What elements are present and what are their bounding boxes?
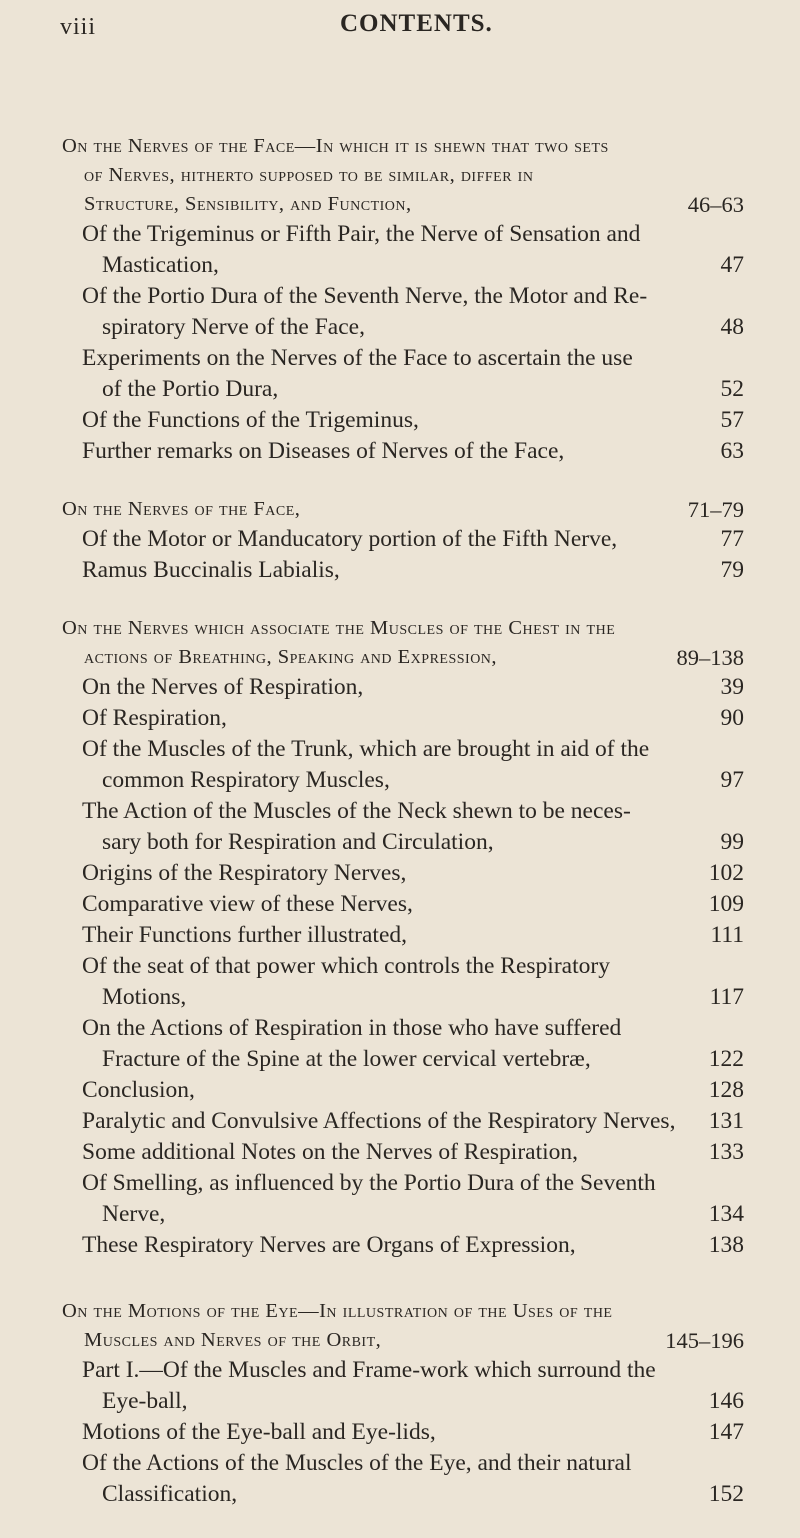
section-heading bbox=[62, 614, 744, 672]
toc-entry-page: 99 bbox=[720, 829, 744, 855]
toc-entry-page: 57 bbox=[720, 407, 744, 433]
toc-entry-text: These Respiratory Nerves are Organs of Expression, bbox=[82, 1232, 576, 1258]
toc-entry-page: 102 bbox=[708, 860, 744, 886]
toc-section bbox=[62, 614, 744, 1261]
page-header bbox=[0, 0, 800, 60]
section-heading-line: Muscles and Nerves of the Orbit, bbox=[84, 1329, 382, 1351]
toc-entry-text: Motions of the Eye-ball and Eye-lids, bbox=[82, 1419, 436, 1445]
toc-entry-text: Their Functions further illustrated, bbox=[82, 922, 408, 948]
toc-entry-page: 133 bbox=[708, 1139, 744, 1165]
toc-entry-text: Of the Trigeminus or Fifth Pair, the Nerve of Sensation and bbox=[82, 221, 641, 247]
toc-entry-text: Eye-ball, bbox=[102, 1388, 188, 1414]
toc-entry-text: Fracture of the Spine at the lower cervical vertebræ, bbox=[102, 1046, 591, 1072]
toc-entry-text: of the Portio Dura, bbox=[102, 376, 279, 402]
toc-entry bbox=[62, 1355, 744, 1417]
toc-entry-text: Of the Motor or Manducatory portion of the Fifth Nerve, bbox=[82, 526, 618, 552]
toc-entry-page: 128 bbox=[708, 1077, 744, 1103]
toc-entry bbox=[62, 1013, 744, 1075]
toc-entry bbox=[62, 1075, 744, 1106]
toc-section bbox=[62, 495, 744, 586]
toc-entry bbox=[62, 920, 744, 951]
toc-entry-text: On the Nerves of Respiration, bbox=[82, 674, 364, 700]
toc-entry-page: 134 bbox=[708, 1201, 744, 1227]
toc-entry-text: Experiments on the Nerves of the Face to ascertain the use bbox=[82, 345, 633, 371]
toc-entry-text: Conclusion, bbox=[82, 1077, 195, 1103]
toc-entry bbox=[62, 672, 744, 703]
section-heading-line: On the Nerves of the Face—In which it is shewn that two sets bbox=[62, 135, 609, 157]
toc-entry-text: Of the seat of that power which controls the Respiratory bbox=[82, 953, 610, 979]
toc-entry-text: Paralytic and Convulsive Affections of the Respiratory Nerves, bbox=[82, 1108, 676, 1134]
toc-entry bbox=[62, 555, 744, 586]
toc-entry-text: Motions, bbox=[102, 984, 187, 1010]
section-heading-line: Structure, Sensibility, and Function, bbox=[84, 193, 412, 215]
toc-section bbox=[62, 132, 744, 467]
section-page-range: 71–79 bbox=[687, 497, 744, 522]
section-heading-line: On the Nerves which associate the Muscles of the Chest in the bbox=[62, 617, 616, 639]
section-heading-line: actions of Breathing, Speaking and Expression, bbox=[84, 646, 498, 668]
toc-entry-text: Ramus Buccinalis Labialis, bbox=[82, 557, 340, 583]
toc-entry-text: common Respiratory Muscles, bbox=[102, 767, 390, 793]
toc-entry-text: Further remarks on Diseases of Nerves of the Face, bbox=[82, 438, 565, 464]
toc-entry-text: Comparative view of these Nerves, bbox=[82, 891, 413, 917]
toc-entry bbox=[62, 858, 744, 889]
toc-entry-text: Some additional Notes on the Nerves of Respiration, bbox=[82, 1139, 579, 1165]
toc-entry-text: sary both for Respiration and Circulation, bbox=[102, 829, 494, 855]
toc-entry-page: 122 bbox=[708, 1046, 744, 1072]
section-heading-line: On the Motions of the Eye—In illustration of the Uses of the bbox=[62, 1300, 613, 1322]
toc-entry-text: The Action of the Muscles of the Neck shewn to be neces- bbox=[82, 798, 631, 824]
section-page-range: 89–138 bbox=[676, 645, 744, 670]
toc-entry-page: 109 bbox=[708, 891, 744, 917]
toc-entry bbox=[62, 219, 744, 281]
toc-entry-text: Part I.—Of the Muscles and Frame-work which surround the bbox=[82, 1357, 656, 1383]
toc-entry bbox=[62, 1417, 744, 1448]
toc-entry bbox=[62, 1137, 744, 1168]
section-heading-line: On the Nerves of the Face, bbox=[62, 498, 301, 520]
section-heading-line: of Nerves, hitherto supposed to be similar, differ in bbox=[84, 164, 534, 186]
toc-entry-page: 152 bbox=[708, 1481, 744, 1507]
toc-entry-page: 97 bbox=[720, 767, 744, 793]
section-page-range: 145–196 bbox=[665, 1328, 744, 1353]
toc-entry-page: 147 bbox=[708, 1419, 744, 1445]
toc-entry-page: 117 bbox=[709, 984, 744, 1010]
section-heading bbox=[62, 132, 744, 219]
section-heading bbox=[62, 1297, 744, 1355]
toc-entry-page: 63 bbox=[720, 438, 744, 464]
toc-entry-text: Of the Functions of the Trigeminus, bbox=[82, 407, 419, 433]
toc-entry-text: Nerve, bbox=[102, 1201, 166, 1227]
toc-entry-text: Of Respiration, bbox=[82, 705, 227, 731]
section-page-range: 46–63 bbox=[687, 192, 744, 217]
toc-entry-page: 39 bbox=[720, 674, 744, 700]
toc-entry-text: Mastication, bbox=[102, 252, 219, 278]
table-of-contents bbox=[62, 132, 744, 1538]
toc-entry-text: spiratory Nerve of the Face, bbox=[102, 314, 365, 340]
toc-entry-page: 146 bbox=[708, 1388, 744, 1414]
toc-entry bbox=[62, 281, 744, 343]
toc-entry-page: 90 bbox=[720, 705, 744, 731]
toc-entry bbox=[62, 1230, 744, 1261]
toc-entry bbox=[62, 1448, 744, 1510]
toc-entry-page: 48 bbox=[720, 314, 744, 340]
toc-entry-page: 47 bbox=[720, 252, 744, 278]
running-title: CONTENTS. bbox=[340, 10, 493, 37]
section-heading bbox=[62, 495, 744, 524]
page-number: viii bbox=[60, 14, 97, 40]
toc-entry bbox=[62, 343, 744, 405]
toc-entry bbox=[62, 951, 744, 1013]
toc-entry bbox=[62, 796, 744, 858]
toc-entry bbox=[62, 1168, 744, 1230]
toc-entry-page: 79 bbox=[720, 557, 744, 583]
toc-entry-page: 77 bbox=[720, 526, 744, 552]
toc-entry-text: Of the Actions of the Muscles of the Eye, and their natural bbox=[82, 1450, 632, 1476]
toc-entry-page: 131 bbox=[708, 1108, 744, 1134]
toc-entry-text: Of Smelling, as influenced by the Portio Dura of the Seventh bbox=[82, 1170, 656, 1196]
toc-entry-text: Of the Muscles of the Trunk, which are brought in aid of the bbox=[82, 736, 650, 762]
toc-entry-page: 111 bbox=[710, 922, 744, 948]
toc-entry-text: On the Actions of Respiration in those who have suffered bbox=[82, 1015, 622, 1041]
toc-entry-text: Of the Portio Dura of the Seventh Nerve, the Motor and Re- bbox=[82, 283, 648, 309]
toc-entry bbox=[62, 1106, 744, 1137]
toc-entry bbox=[62, 889, 744, 920]
toc-entry-text: Classification, bbox=[102, 1481, 238, 1507]
toc-entry bbox=[62, 703, 744, 734]
toc-entry bbox=[62, 405, 744, 436]
toc-entry bbox=[62, 734, 744, 796]
toc-entry bbox=[62, 436, 744, 467]
toc-entry-text: Origins of the Respiratory Nerves, bbox=[82, 860, 407, 886]
toc-entry-page: 52 bbox=[720, 376, 744, 402]
toc-entry-page: 138 bbox=[708, 1232, 744, 1258]
toc-entry bbox=[62, 524, 744, 555]
toc-section bbox=[62, 1297, 744, 1510]
